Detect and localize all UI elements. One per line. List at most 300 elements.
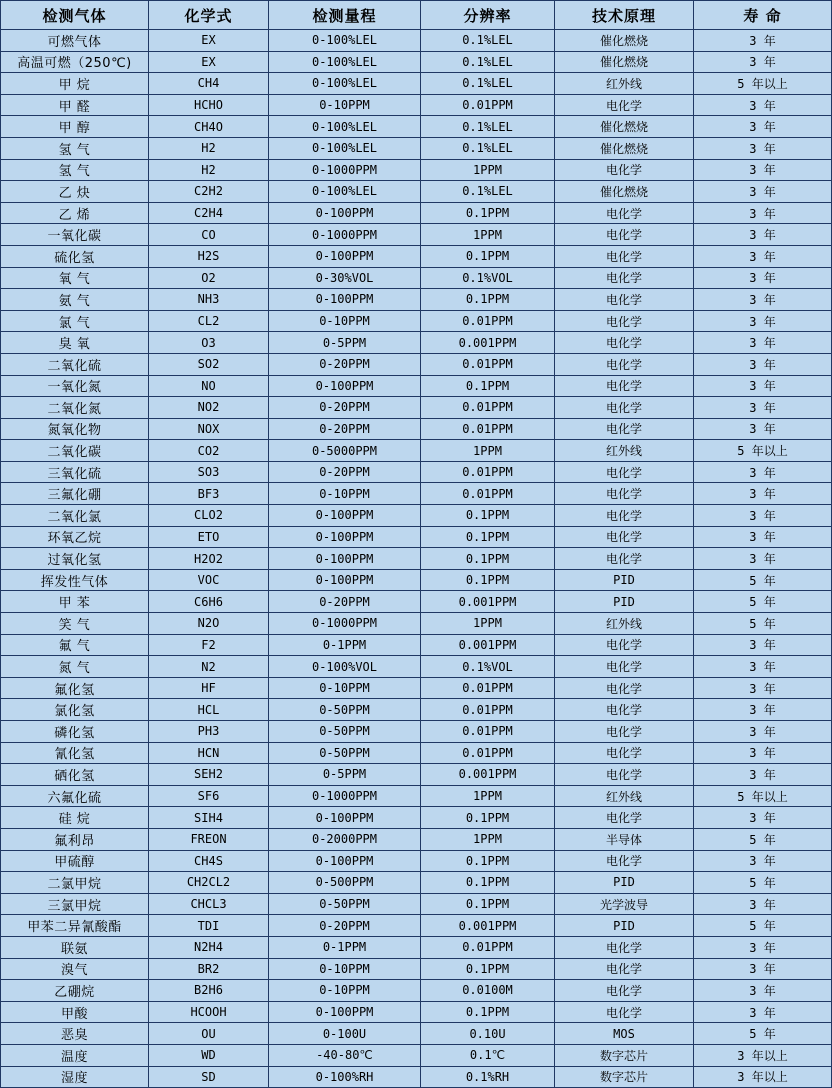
cell-gas-name: 氯化氢 [1,699,149,721]
cell-resolution: 0.001PPM [421,764,555,786]
cell-lifetime: 3 年 [694,893,832,915]
cell-lifetime: 3 年 [694,850,832,872]
cell-gas-name: 氟利昂 [1,828,149,850]
cell-gas-name: 三氟化硼 [1,483,149,505]
cell-technical-principle: PID [555,569,694,591]
table-header-row [1,1,832,30]
cell-chemical-formula: EX [149,30,269,52]
cell-gas-name: 甲 烷 [1,73,149,95]
cell-detection-range: 0-100PPM [269,807,421,829]
cell-resolution: 0.1PPM [421,289,555,311]
cell-lifetime: 3 年 [694,418,832,440]
cell-lifetime: 3 年以上 [694,1044,832,1066]
cell-chemical-formula: CH2CL2 [149,872,269,894]
cell-gas-name: 一氧化氮 [1,375,149,397]
cell-technical-principle: 电化学 [555,159,694,181]
cell-chemical-formula: BF3 [149,483,269,505]
cell-resolution: 1PPM [421,785,555,807]
cell-gas-name: 乙 烯 [1,202,149,224]
table-row [1,289,832,311]
cell-chemical-formula: HCL [149,699,269,721]
cell-lifetime: 5 年以上 [694,440,832,462]
cell-gas-name: 甲 醛 [1,94,149,116]
cell-detection-range: 0-100%LEL [269,51,421,73]
cell-lifetime: 3 年 [694,548,832,570]
cell-gas-name: 氮氧化物 [1,418,149,440]
cell-gas-name: 温度 [1,1044,149,1066]
cell-detection-range: 0-100PPM [269,526,421,548]
table-row [1,828,832,850]
table-row [1,94,832,116]
cell-resolution: 0.1PPM [421,872,555,894]
cell-chemical-formula: CH4O [149,116,269,138]
cell-gas-name: 甲 苯 [1,591,149,613]
cell-detection-range: 0-100PPM [269,850,421,872]
cell-chemical-formula: H2 [149,159,269,181]
cell-resolution: 0.1PPM [421,958,555,980]
cell-detection-range: 0-100%LEL [269,73,421,95]
cell-detection-range: 0-500PPM [269,872,421,894]
table-row [1,30,832,52]
cell-chemical-formula: SO2 [149,353,269,375]
cell-gas-name: 氨 气 [1,289,149,311]
cell-technical-principle: 电化学 [555,634,694,656]
cell-lifetime: 3 年 [694,332,832,354]
cell-lifetime: 3 年 [694,526,832,548]
cell-resolution: 0.01PPM [421,310,555,332]
table-row [1,1044,832,1066]
cell-gas-name: 二氧化硫 [1,353,149,375]
cell-resolution: 0.01PPM [421,699,555,721]
cell-lifetime: 3 年 [694,1001,832,1023]
table-row [1,1066,832,1088]
cell-resolution: 0.0100M [421,980,555,1002]
cell-chemical-formula: H2S [149,245,269,267]
cell-chemical-formula: CO2 [149,440,269,462]
cell-lifetime: 5 年 [694,569,832,591]
cell-technical-principle: 电化学 [555,936,694,958]
column-header-gas: 检测气体 [1,1,149,30]
cell-gas-name: 乙 炔 [1,181,149,203]
cell-resolution: 0.1%LEL [421,137,555,159]
cell-resolution: 0.01PPM [421,418,555,440]
cell-detection-range: 0-5PPM [269,332,421,354]
cell-technical-principle: 催化燃烧 [555,51,694,73]
cell-chemical-formula: SIH4 [149,807,269,829]
cell-technical-principle: 电化学 [555,850,694,872]
cell-chemical-formula: O2 [149,267,269,289]
cell-resolution: 0.1PPM [421,850,555,872]
table-row [1,116,832,138]
cell-gas-name: 甲 醇 [1,116,149,138]
cell-technical-principle: 电化学 [555,94,694,116]
cell-detection-range: 0-100PPM [269,375,421,397]
cell-gas-name: 可燃气体 [1,30,149,52]
cell-resolution: 0.1%LEL [421,181,555,203]
cell-chemical-formula: HCN [149,742,269,764]
table-row [1,656,832,678]
cell-resolution: 0.001PPM [421,915,555,937]
table-row [1,440,832,462]
cell-lifetime: 3 年 [694,310,832,332]
table-row [1,461,832,483]
cell-technical-principle: 电化学 [555,202,694,224]
cell-resolution: 0.01PPM [421,94,555,116]
cell-gas-name: 联氨 [1,936,149,958]
cell-lifetime: 3 年 [694,742,832,764]
cell-detection-range: 0-100PPM [269,505,421,527]
cell-technical-principle: 红外线 [555,785,694,807]
cell-chemical-formula: BR2 [149,958,269,980]
table-row [1,764,832,786]
cell-chemical-formula: SEH2 [149,764,269,786]
cell-gas-name: 硒化氢 [1,764,149,786]
cell-resolution: 0.01PPM [421,483,555,505]
cell-resolution: 1PPM [421,224,555,246]
cell-lifetime: 3 年 [694,699,832,721]
cell-lifetime: 3 年 [694,936,832,958]
cell-gas-name: 环氧乙烷 [1,526,149,548]
table-row [1,483,832,505]
cell-technical-principle: 电化学 [555,677,694,699]
cell-detection-range: 0-20PPM [269,353,421,375]
cell-gas-name: 二氧化氮 [1,397,149,419]
cell-technical-principle: 催化燃烧 [555,116,694,138]
cell-technical-principle: 催化燃烧 [555,137,694,159]
cell-technical-principle: 电化学 [555,375,694,397]
cell-detection-range: 0-20PPM [269,418,421,440]
cell-chemical-formula: CHCL3 [149,893,269,915]
cell-technical-principle: 电化学 [555,1001,694,1023]
cell-technical-principle: 催化燃烧 [555,30,694,52]
cell-resolution: 0.1℃ [421,1044,555,1066]
cell-technical-principle: 电化学 [555,764,694,786]
cell-lifetime: 3 年 [694,116,832,138]
cell-detection-range: 0-10PPM [269,94,421,116]
table-row [1,958,832,980]
cell-technical-principle: 半导体 [555,828,694,850]
cell-lifetime: 3 年 [694,202,832,224]
cell-gas-name: 氟化氢 [1,677,149,699]
cell-chemical-formula: O3 [149,332,269,354]
table-row [1,375,832,397]
cell-technical-principle: 光学波导 [555,893,694,915]
cell-technical-principle: 数字芯片 [555,1044,694,1066]
cell-lifetime: 5 年 [694,613,832,635]
cell-resolution: 0.1%LEL [421,51,555,73]
cell-detection-range: 0-1PPM [269,634,421,656]
cell-technical-principle: PID [555,915,694,937]
cell-detection-range: 0-20PPM [269,461,421,483]
cell-detection-range: 0-100PPM [269,245,421,267]
cell-lifetime: 3 年 [694,764,832,786]
cell-detection-range: 0-100PPM [269,1001,421,1023]
cell-gas-name: 二氧化碳 [1,440,149,462]
cell-technical-principle: 电化学 [555,418,694,440]
cell-chemical-formula: CH4S [149,850,269,872]
cell-detection-range: 0-50PPM [269,742,421,764]
table-row [1,1023,832,1045]
cell-resolution: 0.01PPM [421,461,555,483]
table-row [1,181,832,203]
cell-lifetime: 3 年 [694,958,832,980]
cell-chemical-formula: H2O2 [149,548,269,570]
cell-detection-range: 0-5PPM [269,764,421,786]
cell-gas-name: 挥发性气体 [1,569,149,591]
cell-technical-principle: 红外线 [555,73,694,95]
cell-lifetime: 3 年 [694,51,832,73]
cell-gas-name: 溴气 [1,958,149,980]
cell-technical-principle: 电化学 [555,461,694,483]
cell-chemical-formula: NO2 [149,397,269,419]
cell-lifetime: 3 年 [694,159,832,181]
cell-detection-range: 0-1PPM [269,936,421,958]
cell-lifetime: 3 年 [694,137,832,159]
cell-chemical-formula: H2 [149,137,269,159]
cell-gas-name: 二氧化氯 [1,505,149,527]
cell-lifetime: 3 年 [694,721,832,743]
cell-chemical-formula: N2H4 [149,936,269,958]
cell-detection-range: 0-20PPM [269,397,421,419]
table-row [1,721,832,743]
cell-chemical-formula: WD [149,1044,269,1066]
cell-detection-range: 0-100%VOL [269,656,421,678]
cell-technical-principle: 催化燃烧 [555,181,694,203]
table-row [1,267,832,289]
cell-technical-principle: 红外线 [555,440,694,462]
cell-chemical-formula: VOC [149,569,269,591]
cell-gas-name: 氯 气 [1,310,149,332]
cell-technical-principle: 电化学 [555,526,694,548]
cell-technical-principle: MOS [555,1023,694,1045]
cell-lifetime: 5 年 [694,915,832,937]
table-row [1,202,832,224]
cell-lifetime: 3 年 [694,289,832,311]
cell-resolution: 0.1PPM [421,807,555,829]
cell-lifetime: 3 年 [694,677,832,699]
cell-resolution: 1PPM [421,828,555,850]
cell-lifetime: 3 年 [694,505,832,527]
cell-technical-principle: PID [555,872,694,894]
cell-technical-principle: 数字芯片 [555,1066,694,1088]
table-row [1,785,832,807]
cell-chemical-formula: HCHO [149,94,269,116]
cell-resolution: 0.1%LEL [421,30,555,52]
table-row [1,613,832,635]
cell-gas-name: 甲酸 [1,1001,149,1023]
cell-chemical-formula: HCOOH [149,1001,269,1023]
column-header-formula: 化学式 [149,1,269,30]
cell-detection-range: 0-100%LEL [269,137,421,159]
cell-chemical-formula: ETO [149,526,269,548]
cell-technical-principle: 电化学 [555,289,694,311]
cell-chemical-formula: OU [149,1023,269,1045]
cell-detection-range: 0-100%LEL [269,116,421,138]
cell-detection-range: 0-100%LEL [269,30,421,52]
column-header-principle: 技术原理 [555,1,694,30]
table-row [1,634,832,656]
cell-detection-range: 0-100PPM [269,548,421,570]
cell-lifetime: 3 年 [694,30,832,52]
cell-technical-principle: 电化学 [555,353,694,375]
cell-detection-range: 0-30%VOL [269,267,421,289]
cell-chemical-formula: SD [149,1066,269,1088]
cell-detection-range: 0-50PPM [269,699,421,721]
cell-chemical-formula: CL2 [149,310,269,332]
cell-chemical-formula: SF6 [149,785,269,807]
cell-lifetime: 3 年 [694,267,832,289]
cell-detection-range: 0-50PPM [269,893,421,915]
cell-detection-range: 0-50PPM [269,721,421,743]
column-header-range: 检测量程 [269,1,421,30]
cell-gas-name: 笑 气 [1,613,149,635]
cell-chemical-formula: N2 [149,656,269,678]
table-row [1,872,832,894]
cell-detection-range: 0-1000PPM [269,785,421,807]
cell-chemical-formula: F2 [149,634,269,656]
cell-resolution: 0.1%LEL [421,73,555,95]
cell-technical-principle: 电化学 [555,656,694,678]
cell-lifetime: 5 年 [694,828,832,850]
cell-lifetime: 5 年以上 [694,785,832,807]
cell-resolution: 0.001PPM [421,591,555,613]
cell-detection-range: 0-10PPM [269,310,421,332]
table-row [1,397,832,419]
cell-chemical-formula: EX [149,51,269,73]
table-header [1,1,832,30]
cell-detection-range: 0-100PPM [269,289,421,311]
table-row [1,677,832,699]
cell-lifetime: 3 年 [694,397,832,419]
cell-technical-principle: PID [555,591,694,613]
table-row [1,353,832,375]
cell-chemical-formula: B2H6 [149,980,269,1002]
cell-gas-name: 三氯甲烷 [1,893,149,915]
cell-gas-name: 氢 气 [1,159,149,181]
cell-gas-name: 乙硼烷 [1,980,149,1002]
cell-chemical-formula: CLO2 [149,505,269,527]
table-body [1,30,832,1088]
table-row [1,742,832,764]
table-row [1,591,832,613]
table-row [1,245,832,267]
table-row [1,936,832,958]
cell-technical-principle: 电化学 [555,980,694,1002]
cell-lifetime: 5 年 [694,591,832,613]
cell-gas-name: 氟 气 [1,634,149,656]
cell-resolution: 0.1PPM [421,202,555,224]
cell-resolution: 0.1PPM [421,1001,555,1023]
cell-detection-range: 0-20PPM [269,591,421,613]
cell-resolution: 1PPM [421,613,555,635]
cell-chemical-formula: TDI [149,915,269,937]
cell-technical-principle: 电化学 [555,505,694,527]
cell-detection-range: 0-1000PPM [269,613,421,635]
cell-detection-range: 0-10PPM [269,980,421,1002]
cell-resolution: 1PPM [421,440,555,462]
cell-lifetime: 3 年 [694,375,832,397]
cell-chemical-formula: C2H2 [149,181,269,203]
cell-lifetime: 5 年 [694,1023,832,1045]
cell-detection-range: 0-1000PPM [269,159,421,181]
cell-gas-name: 过氧化氢 [1,548,149,570]
cell-chemical-formula: N2O [149,613,269,635]
cell-resolution: 0.001PPM [421,634,555,656]
cell-chemical-formula: SO3 [149,461,269,483]
cell-technical-principle: 电化学 [555,742,694,764]
cell-lifetime: 3 年 [694,224,832,246]
cell-detection-range: 0-2000PPM [269,828,421,850]
cell-lifetime: 3 年 [694,483,832,505]
cell-lifetime: 3 年 [694,980,832,1002]
cell-detection-range: 0-100%LEL [269,181,421,203]
table-row [1,699,832,721]
cell-gas-name: 硅 烷 [1,807,149,829]
cell-chemical-formula: FREON [149,828,269,850]
cell-detection-range: 0-10PPM [269,958,421,980]
table-row [1,73,832,95]
cell-detection-range: 0-100PPM [269,569,421,591]
cell-resolution: 0.1PPM [421,505,555,527]
cell-resolution: 0.1%VOL [421,267,555,289]
cell-resolution: 0.1PPM [421,526,555,548]
cell-gas-name: 一氧化碳 [1,224,149,246]
cell-technical-principle: 电化学 [555,310,694,332]
table-row [1,1001,832,1023]
cell-resolution: 0.1%RH [421,1066,555,1088]
cell-gas-name: 硫化氢 [1,245,149,267]
cell-resolution: 0.1PPM [421,375,555,397]
table-row [1,915,832,937]
cell-gas-name: 氮 气 [1,656,149,678]
cell-resolution: 0.01PPM [421,397,555,419]
cell-lifetime: 3 年 [694,245,832,267]
cell-detection-range: 0-5000PPM [269,440,421,462]
cell-gas-name: 湿度 [1,1066,149,1088]
column-header-resolution: 分辨率 [421,1,555,30]
cell-chemical-formula: NO [149,375,269,397]
cell-chemical-formula: CO [149,224,269,246]
cell-lifetime: 3 年以上 [694,1066,832,1088]
table-row [1,224,832,246]
cell-resolution: 0.01PPM [421,742,555,764]
cell-gas-name: 甲硫醇 [1,850,149,872]
table-row [1,980,832,1002]
cell-technical-principle: 电化学 [555,267,694,289]
table-row [1,332,832,354]
cell-resolution: 0.1PPM [421,245,555,267]
cell-technical-principle: 电化学 [555,721,694,743]
cell-chemical-formula: PH3 [149,721,269,743]
table-row [1,893,832,915]
cell-chemical-formula: HF [149,677,269,699]
table-row [1,807,832,829]
cell-gas-name: 氢 气 [1,137,149,159]
cell-lifetime: 3 年 [694,656,832,678]
table-row [1,526,832,548]
cell-technical-principle: 电化学 [555,548,694,570]
table-row [1,505,832,527]
cell-detection-range: 0-100%RH [269,1066,421,1088]
cell-gas-name: 二氯甲烷 [1,872,149,894]
cell-technical-principle: 电化学 [555,699,694,721]
cell-resolution: 0.001PPM [421,332,555,354]
cell-gas-name: 高温可燃（250℃) [1,51,149,73]
table-row [1,569,832,591]
cell-detection-range: 0-10PPM [269,483,421,505]
cell-gas-name: 三氧化硫 [1,461,149,483]
cell-technical-principle: 电化学 [555,958,694,980]
